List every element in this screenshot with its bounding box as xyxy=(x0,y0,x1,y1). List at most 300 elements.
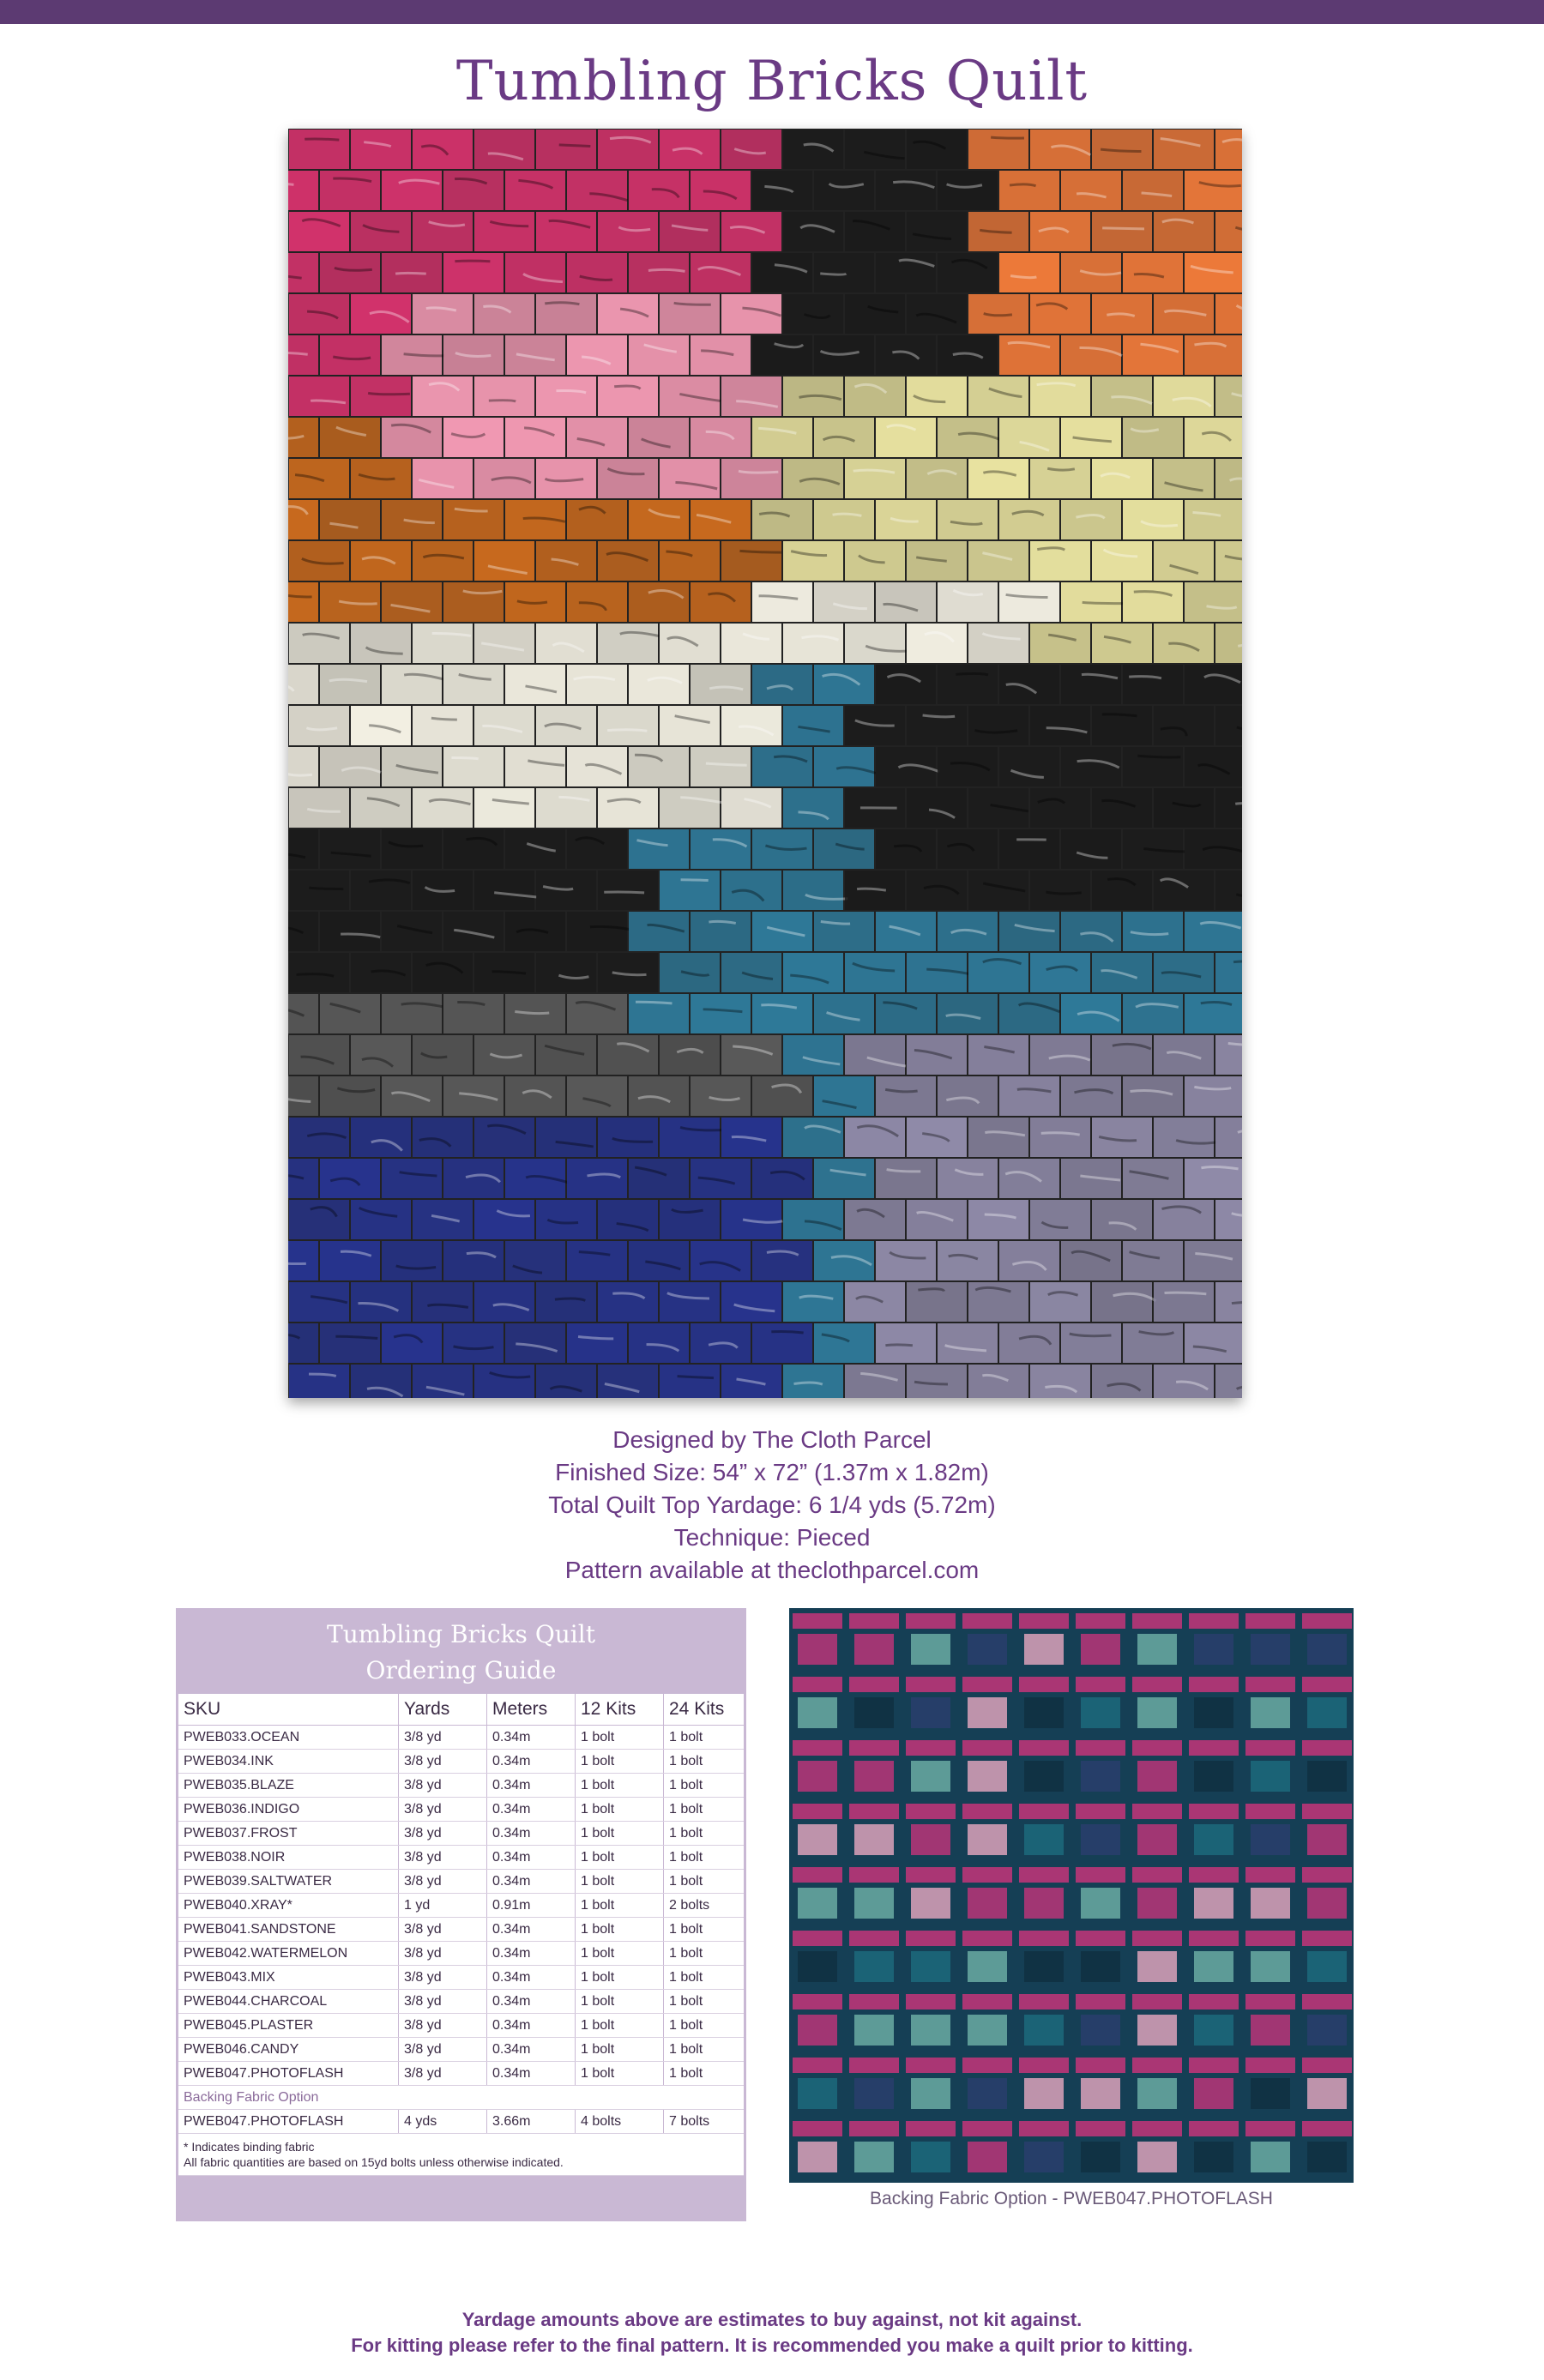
quilt-brick xyxy=(1123,1159,1183,1198)
quilt-brick xyxy=(968,788,1028,828)
ordering-guide xyxy=(176,1608,746,2221)
backing-patch xyxy=(1137,1951,1177,1982)
quilt-brick xyxy=(1123,171,1183,210)
yards-cell: 3/8 yd xyxy=(399,1966,487,1990)
backing-tile xyxy=(1016,2179,1072,2183)
fabric-texture xyxy=(1232,1302,1242,1304)
quilt-brick xyxy=(320,500,380,539)
backing-patch xyxy=(1081,2142,1120,2172)
yards-cell: 3/8 yd xyxy=(399,1798,487,1822)
quilt-brick xyxy=(474,541,534,581)
quilt-brick xyxy=(1061,418,1121,457)
yards-cell: 1 yd xyxy=(399,1894,487,1918)
quilt-brick xyxy=(1154,130,1214,169)
kits12-cell: 4 bolts xyxy=(576,2110,664,2134)
backing-stripe xyxy=(1132,2121,1182,2136)
backing-patch xyxy=(1194,1697,1233,1728)
backing-stripe xyxy=(849,1867,899,1883)
quilt-info xyxy=(0,1424,1544,1587)
quilt-brick xyxy=(876,1159,936,1198)
pattern-line: Pattern available at theclothparcel.com xyxy=(564,1557,980,1583)
quilt-brick xyxy=(536,1035,596,1075)
backing-patch xyxy=(1307,2142,1347,2172)
sku-cell: PWEB042.WATERMELON xyxy=(178,1942,399,1966)
quilt-image xyxy=(288,129,1242,1398)
quilt-brick xyxy=(721,788,781,828)
backing-patch xyxy=(911,1761,950,1792)
quilt-brick xyxy=(1061,500,1121,539)
yards-cell: 3/8 yd xyxy=(399,1942,487,1966)
backing-patch xyxy=(1307,2015,1347,2046)
quilt-brick xyxy=(474,212,534,251)
quilt-brick xyxy=(814,582,874,622)
backing-stripe xyxy=(1189,1804,1239,1819)
backing-patch xyxy=(1307,1697,1347,1728)
quilt-brick xyxy=(382,912,442,951)
backing-patch xyxy=(854,1761,894,1792)
backing-stripe xyxy=(1245,2058,1295,2073)
quilt-brick xyxy=(1154,459,1214,498)
backing-stripe xyxy=(793,1994,842,2009)
quilt-brick xyxy=(443,1241,504,1280)
quilt-brick xyxy=(999,418,1059,457)
yards-cell: 3/8 yd xyxy=(399,2014,487,2038)
quilt-brick xyxy=(598,294,658,334)
quilt-brick xyxy=(1030,871,1090,910)
quilt-brick xyxy=(536,294,596,334)
fabric-texture xyxy=(368,393,410,394)
quilt-brick xyxy=(598,1200,658,1239)
fabric-texture xyxy=(681,880,709,881)
quilt-brick xyxy=(1092,788,1152,828)
quilt-brick xyxy=(536,1365,596,1398)
quilt-brick xyxy=(351,294,411,334)
backing-patch xyxy=(911,1824,950,1855)
quilt-brick xyxy=(691,994,751,1033)
backing-pattern xyxy=(789,1608,1354,2183)
quilt-brick xyxy=(629,418,689,457)
backing-stripe xyxy=(962,2121,1012,2136)
quilt-brick xyxy=(1185,1323,1242,1363)
quilt-brick xyxy=(999,171,1059,210)
backing-stripe xyxy=(1076,2121,1125,2136)
quilt-brick xyxy=(1030,1282,1090,1322)
fabric-texture xyxy=(288,352,308,354)
quilt-brick xyxy=(783,788,843,828)
quilt-brick xyxy=(968,459,1028,498)
quilt-brick xyxy=(1030,624,1090,663)
quilt-brick xyxy=(505,747,565,786)
quilt-brick xyxy=(938,912,998,951)
backing-patch xyxy=(1024,1761,1064,1792)
backing-stripe xyxy=(1189,1740,1239,1756)
backing-stripe xyxy=(1245,2121,1295,2136)
fabric-texture xyxy=(771,1331,803,1332)
quilt-brick xyxy=(1092,1282,1152,1322)
quilt-brick xyxy=(876,829,936,869)
quilt-brick xyxy=(351,1282,411,1322)
quilt-brick xyxy=(443,253,504,292)
quilt-brick xyxy=(907,1118,967,1157)
quilt-brick xyxy=(660,1118,720,1157)
kits12-cell: 1 bolt xyxy=(576,2014,664,2038)
quilt-brick xyxy=(536,788,596,828)
backing-stripe xyxy=(1076,1931,1125,1946)
quilt-brick xyxy=(845,459,905,498)
quilt-brick xyxy=(474,130,534,169)
backing-stripe xyxy=(962,1867,1012,1883)
backing-patch xyxy=(1194,2142,1233,2172)
backing-stripe xyxy=(1019,1740,1069,1756)
backing-patch xyxy=(1081,1634,1120,1665)
backing-stripe xyxy=(849,1677,899,1692)
backing-patch xyxy=(1081,1761,1120,1792)
header-24-kits: 24 Kits xyxy=(664,1694,745,1726)
backing-stripe xyxy=(1132,1740,1182,1756)
quilt-brick xyxy=(567,1241,627,1280)
quilt-brick xyxy=(289,294,349,334)
quilt-brick xyxy=(567,418,627,457)
quilt-brick xyxy=(629,1323,689,1363)
meters-cell: 0.34m xyxy=(487,2014,576,2038)
backing-section-label: Backing Fabric Option xyxy=(178,2086,744,2110)
quilt-brick xyxy=(505,418,565,457)
backing-stripe xyxy=(1189,1867,1239,1883)
backing-patch xyxy=(968,1951,1007,1982)
table-row xyxy=(178,1918,744,1942)
backing-patch xyxy=(798,1951,837,1982)
quilt-brick xyxy=(629,582,689,622)
note-bolts: All fabric quantities are based on 15yd bolts unless otherwise indicated. xyxy=(184,2155,564,2169)
quilt-brick xyxy=(567,665,627,704)
backing-patch xyxy=(1081,1888,1120,1919)
quilt-brick xyxy=(1061,1076,1121,1116)
backing-stripe xyxy=(962,1804,1012,1819)
quilt-brick xyxy=(1154,871,1214,910)
quilt-brick xyxy=(1185,1241,1242,1280)
quilt-brick xyxy=(288,747,318,786)
quilt-brick xyxy=(876,500,936,539)
quilt-brick xyxy=(288,665,318,704)
quilt-brick xyxy=(783,1118,843,1157)
quilt-brick xyxy=(999,747,1059,786)
sku-cell: PWEB046.CANDY xyxy=(178,2038,399,2062)
meters-cell: 0.91m xyxy=(487,1894,576,1918)
quilt-brick xyxy=(691,335,751,375)
table-row xyxy=(178,2062,744,2086)
quilt-brick xyxy=(505,1241,565,1280)
fabric-texture xyxy=(956,673,988,675)
backing-stripe xyxy=(1189,2121,1239,2136)
quilt-brick xyxy=(289,624,349,663)
quilt-brick xyxy=(505,1076,565,1116)
ordering-guide-title xyxy=(176,1608,746,1694)
guide-title-line1: Tumbling Bricks Quilt xyxy=(327,1620,595,1648)
quilt-brick xyxy=(1030,1118,1090,1157)
backing-stripe xyxy=(1302,2121,1352,2136)
quilt-brick xyxy=(752,1076,812,1116)
quilt-brick xyxy=(938,1241,998,1280)
quilt-brick xyxy=(1123,747,1183,786)
backing-stripe xyxy=(962,1677,1012,1692)
table-row xyxy=(178,1774,744,1798)
quilt-brick xyxy=(907,788,967,828)
quilt-brick xyxy=(320,994,380,1033)
quilt-brick xyxy=(907,459,967,498)
backing-patch xyxy=(1137,1761,1177,1792)
quilt-brick xyxy=(351,1365,411,1398)
fabric-texture xyxy=(1137,756,1180,757)
ordering-table xyxy=(178,1694,744,2176)
backing-stripe xyxy=(1245,1867,1295,1883)
quilt-brick xyxy=(1061,665,1121,704)
notes-row xyxy=(178,2134,744,2176)
quilt-brick xyxy=(413,706,473,745)
backing-stripe xyxy=(1019,1994,1069,2009)
kits24-cell: 1 bolt xyxy=(664,1798,745,1822)
quilt-brick xyxy=(443,994,504,1033)
quilt-brick xyxy=(598,1282,658,1322)
quilt-brick xyxy=(413,788,473,828)
meters-cell: 0.34m xyxy=(487,1870,576,1894)
quilt-brick xyxy=(289,1200,349,1239)
quilt-brick xyxy=(876,582,936,622)
backing-patch xyxy=(1194,1824,1233,1855)
sku-cell: PWEB040.XRAY* xyxy=(178,1894,399,1918)
kits24-cell: 1 bolt xyxy=(664,1726,745,1750)
backing-stripe xyxy=(793,1740,842,1756)
quilt-brick xyxy=(1154,706,1214,745)
quilt-brick xyxy=(907,706,967,745)
kits24-cell: 1 bolt xyxy=(664,1774,745,1798)
quilt-brick xyxy=(691,912,751,951)
notes-cell xyxy=(178,2134,744,2176)
fabric-texture xyxy=(431,718,457,720)
backing-patch xyxy=(854,1824,894,1855)
quilt-brick xyxy=(968,624,1028,663)
quilt-brick xyxy=(536,1282,596,1322)
quilt-brick xyxy=(721,212,781,251)
table-row xyxy=(178,1966,744,1990)
quilt-brick xyxy=(907,212,967,251)
sku-cell: PWEB034.INK xyxy=(178,1750,399,1774)
kits24-cell: 1 bolt xyxy=(664,2014,745,2038)
backing-patch xyxy=(1307,1761,1347,1792)
fabric-texture xyxy=(636,1002,672,1003)
quilt-brick xyxy=(351,953,411,992)
backing-stripe xyxy=(906,1931,956,1946)
backing-stripe xyxy=(1245,1740,1295,1756)
sku-cell: PWEB044.CHARCOAL xyxy=(178,1990,399,2014)
quilt-brick xyxy=(413,953,473,992)
quilt-brick xyxy=(999,335,1059,375)
quilt-brick xyxy=(1092,459,1152,498)
backing-stripe xyxy=(1076,2058,1125,2073)
quilt-brick xyxy=(1030,1365,1090,1398)
quilt-brick xyxy=(443,171,504,210)
quilt-brick xyxy=(1092,1365,1152,1398)
quilt-brick xyxy=(1030,1035,1090,1075)
top-bar xyxy=(0,0,1544,24)
backing-patch xyxy=(1194,1634,1233,1665)
backing-stripe xyxy=(906,1867,956,1883)
quilt-brick xyxy=(845,1118,905,1157)
quilt-brick xyxy=(845,1035,905,1075)
quilt-brick xyxy=(505,171,565,210)
quilt-brick xyxy=(814,171,874,210)
backing-stripe xyxy=(1189,1931,1239,1946)
quilt-brick xyxy=(567,1159,627,1198)
table-row xyxy=(178,1942,744,1966)
quilt-brick xyxy=(567,253,627,292)
kits12-cell: 1 bolt xyxy=(576,1798,664,1822)
backing-tile xyxy=(902,2179,959,2183)
quilt-brick xyxy=(968,1118,1028,1157)
quilt-brick xyxy=(382,829,442,869)
quilt-brick xyxy=(289,953,349,992)
quilt-brick xyxy=(721,953,781,992)
quilt-brick xyxy=(288,912,318,951)
quilt-brick xyxy=(1215,130,1242,169)
quilt-brick xyxy=(567,582,627,622)
quilt-brick xyxy=(907,294,967,334)
quilt-brick xyxy=(752,1241,812,1280)
quilt-brick xyxy=(289,541,349,581)
quilt-brick xyxy=(598,788,658,828)
quilt-brick xyxy=(320,912,380,951)
quilt-brick xyxy=(721,377,781,416)
backing-patch xyxy=(798,2078,837,2109)
backing-stripe xyxy=(793,2058,842,2073)
quilt-brick xyxy=(1030,294,1090,334)
quilt-brick xyxy=(1123,582,1183,622)
quilt-brick xyxy=(907,1200,967,1239)
quilt-brick xyxy=(938,1323,998,1363)
backing-stripe xyxy=(906,2121,956,2136)
yards-cell: 4 yds xyxy=(399,2110,487,2134)
backing-patch xyxy=(911,1888,950,1919)
kits24-cell: 2 bolts xyxy=(664,1894,745,1918)
backing-stripe xyxy=(962,1613,1012,1629)
quilt-brick xyxy=(1215,871,1242,910)
quilt-brick xyxy=(660,871,720,910)
quilt-brick xyxy=(783,953,843,992)
quilt-brick xyxy=(660,624,720,663)
quilt-brick xyxy=(598,1035,658,1075)
backing-patch xyxy=(1251,1697,1290,1728)
quilt-brick xyxy=(413,1365,473,1398)
quilt-brick xyxy=(845,624,905,663)
quilt-brick xyxy=(968,294,1028,334)
backing-patch xyxy=(1194,1951,1233,1982)
quilt-brick xyxy=(351,377,411,416)
table-header-row xyxy=(178,1694,744,1726)
quilt-brick xyxy=(443,582,504,622)
backing-stripe xyxy=(849,1931,899,1946)
quilt-brick xyxy=(691,1241,751,1280)
backing-stripe xyxy=(1302,1740,1352,1756)
backing-patch xyxy=(1081,1824,1120,1855)
quilt-brick xyxy=(1030,788,1090,828)
quilt-brick xyxy=(876,1076,936,1116)
quilt-brick xyxy=(783,871,843,910)
quilt-brick xyxy=(660,706,720,745)
table-row xyxy=(178,2038,744,2062)
table-row xyxy=(178,1846,744,1870)
quilt-brick xyxy=(1123,1241,1183,1280)
backing-patch xyxy=(1024,2142,1064,2172)
backing-section-row xyxy=(178,2086,744,2110)
quilt-mosaic xyxy=(288,129,1242,1398)
quilt-brick xyxy=(598,459,658,498)
backing-stripe xyxy=(793,1613,842,1629)
table-row xyxy=(178,1798,744,1822)
quilt-brick xyxy=(1123,500,1183,539)
quilt-brick xyxy=(536,377,596,416)
kits24-cell: 1 bolt xyxy=(664,1750,745,1774)
quilt-brick xyxy=(999,829,1059,869)
quilt-brick xyxy=(382,1241,442,1280)
backing-patch xyxy=(1081,2015,1120,2046)
fabric-texture xyxy=(309,888,343,889)
footer-note xyxy=(0,2307,1544,2359)
backing-stripe xyxy=(1076,1994,1125,2009)
backing-stripe xyxy=(793,1867,842,1883)
quilt-brick xyxy=(752,418,812,457)
yards-cell: 3/8 yd xyxy=(399,1774,487,1798)
quilt-brick xyxy=(691,747,751,786)
quilt-brick xyxy=(660,459,720,498)
quilt-brick xyxy=(598,953,658,992)
quilt-brick xyxy=(1123,994,1183,1033)
table-row xyxy=(178,1822,744,1846)
quilt-brick xyxy=(691,171,751,210)
fabric-texture xyxy=(455,261,490,262)
yards-cell: 3/8 yd xyxy=(399,1750,487,1774)
quilt-brick xyxy=(598,1365,658,1398)
quilt-brick xyxy=(474,1118,534,1157)
sku-cell: PWEB043.MIX xyxy=(178,1966,399,1990)
backing-stripe xyxy=(1189,1994,1239,2009)
backing-patch xyxy=(1137,2078,1177,2109)
quilt-brick xyxy=(1215,1365,1242,1398)
backing-stripe xyxy=(906,1740,956,1756)
table-row xyxy=(178,2014,744,2038)
quilt-brick xyxy=(752,1323,812,1363)
quilt-brick xyxy=(660,1200,720,1239)
quilt-brick xyxy=(968,1035,1028,1075)
quilt-brick xyxy=(629,253,689,292)
header-sku: SKU xyxy=(178,1694,399,1726)
quilt-brick xyxy=(907,624,967,663)
backing-tile xyxy=(1072,2179,1129,2183)
kits12-cell: 1 bolt xyxy=(576,1918,664,1942)
quilt-brick xyxy=(536,1118,596,1157)
backing-stripe xyxy=(962,1740,1012,1756)
quilt-brick xyxy=(845,377,905,416)
quilt-brick xyxy=(1185,665,1242,704)
quilt-brick xyxy=(660,294,720,334)
backing-tile xyxy=(846,2179,902,2183)
quilt-brick xyxy=(629,747,689,786)
backing-stripe xyxy=(793,1677,842,1692)
quilt-brick xyxy=(382,1323,442,1363)
quilt-brick xyxy=(938,747,998,786)
quilt-brick xyxy=(968,541,1028,581)
backing-patch xyxy=(968,2015,1007,2046)
meters-cell: 0.34m xyxy=(487,1798,576,1822)
quilt-brick xyxy=(629,335,689,375)
